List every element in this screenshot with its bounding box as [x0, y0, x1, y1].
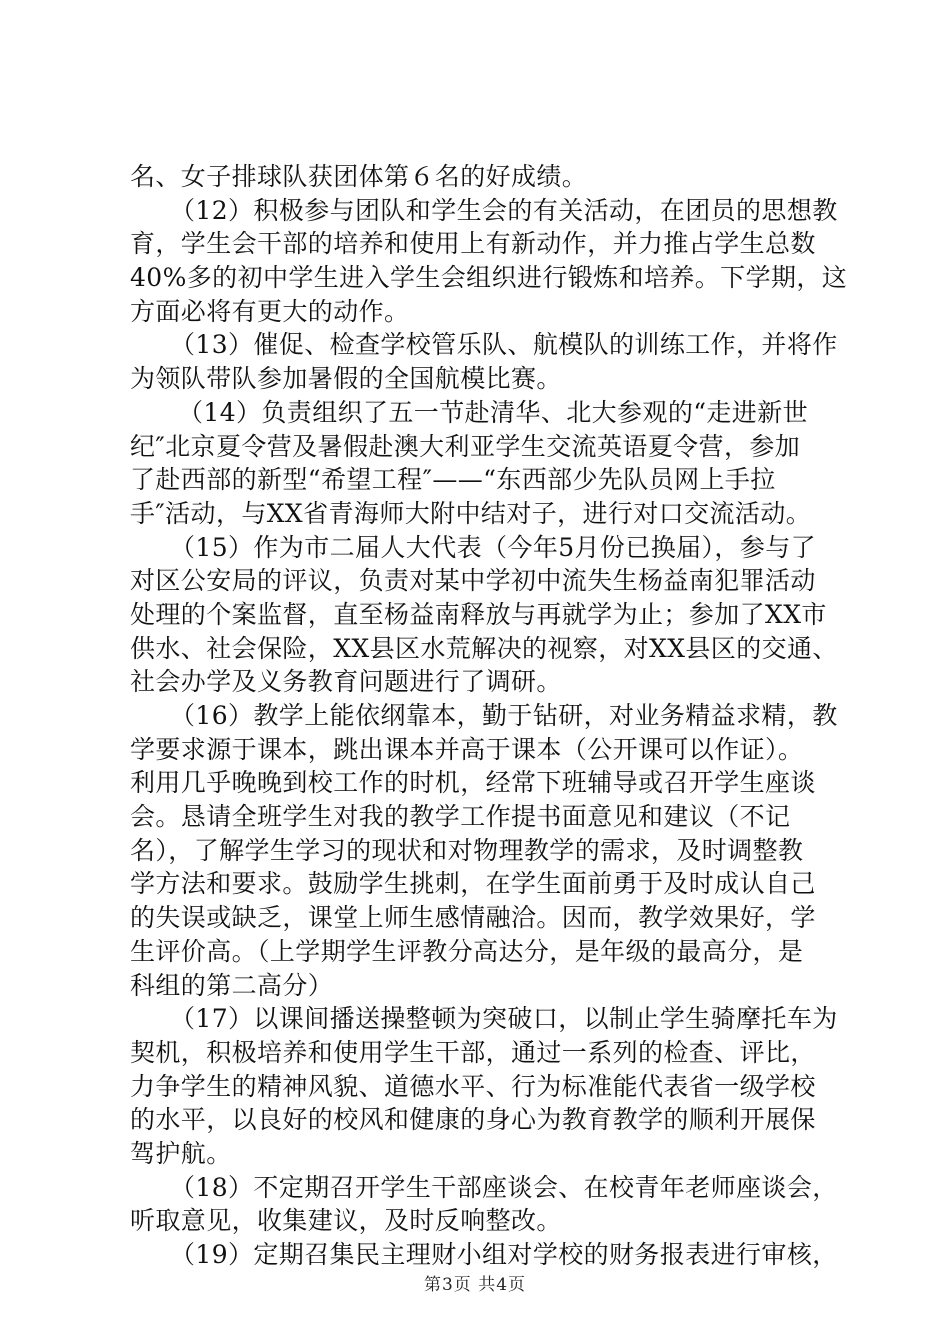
text-line: 对区公安局的评议，负责对某中学初中流失生杨益南犯罪活动 — [130, 566, 816, 596]
text-line: 学要求源于课本，跳出课本并高于课本（公开课可以作证）。 — [130, 734, 804, 764]
text-line: （16）教学上能依纲靠本，勤于钻研，对业务精益求精，教 — [170, 701, 838, 730]
text-line: 的水平，以良好的校风和健康的身心为教育教学的顺利开展保 — [130, 1105, 816, 1135]
text-line: 力争学生的精神风貌、道德水平、行为标准能代表省一级学校 — [130, 1071, 816, 1101]
text-line: 生评价高。（上学期学生评教分高达分，是年级的最高分，是 — [130, 936, 804, 966]
text-line: 方面必将有更大的动作。 — [130, 296, 410, 326]
text-line: 会。恳请全班学生对我的教学工作提书面意见和建议（不记 — [130, 802, 791, 832]
text-line: （19）定期召集民主理财小组对学校的财务报表进行审核， — [170, 1240, 838, 1269]
text-line: 手″活动，与XX省青海师大附中结对子，进行对口交流活动。 — [130, 498, 812, 528]
text-line: 听取意见，收集建议，及时反响整改。 — [130, 1206, 562, 1236]
text-line: 的失误或缺乏，课堂上师生感情融洽。因而，教学效果好，学 — [130, 903, 816, 933]
text-line: 处理的个案监督，直至杨益南释放与再就学为止；参加了XX市 — [130, 599, 827, 629]
text-line: （12）积极参与团队和学生会的有关活动，在团员的思想教 — [170, 195, 838, 225]
text-line: 名、女子排球队获团体第６名的好成绩。 — [130, 162, 588, 191]
text-line: 为领队带队参加暑假的全国航模比赛。 — [130, 364, 562, 394]
text-line: 学方法和要求。鼓励学生挑刺，在学生面前勇于及时成认自己 — [130, 869, 816, 899]
text-line: 契机，积极培养和使用学生干部，通过一系列的检查、评比， — [130, 1037, 816, 1067]
text-line: 利用几乎晚晚到校工作的时机，经常下班辅导或召开学生座谈 — [130, 768, 816, 798]
text-line: 育，学生会干部的培养和使用上有新动作，并力推占学生总数 — [130, 229, 816, 259]
text-line: 纪″北京夏令营及暑假赴澳大利亚学生交流英语夏令营，参加 — [130, 431, 801, 461]
text-line: （14）负责组织了五一节赴清华、北大参观的“走进新世 — [178, 397, 808, 427]
text-line: （17）以课间播送操整顿为突破口，以制止学生骑摩托车为 — [170, 1004, 838, 1034]
document-body — [130, 160, 848, 1272]
text-line: 了赴西部的新型“希望工程″——“东西部少先队员网上手拉 — [130, 465, 776, 495]
text-line: （18）不定期召开学生干部座谈会、在校青年老师座谈会， — [170, 1172, 838, 1202]
text-line: 40%多的初中学生进入学生会组织进行锻炼和培养。下学期，这 — [130, 263, 848, 293]
page-footer: 第3页 共4页 — [423, 1275, 527, 1295]
text-line: 社会办学及义务教育问题进行了调研。 — [130, 667, 562, 697]
text-line: （15）作为市二届人大代表（今年5月份已换届），参与了 — [170, 532, 817, 562]
text-line: （13）催促、检查学校管乐队、航模队的训练工作，并将作 — [170, 330, 838, 360]
text-line: 名），了解学生学习的现状和对物理教学的需求，及时调整教 — [130, 835, 804, 865]
text-line: 科组的第二高分） — [130, 970, 334, 1000]
text-line: 供水、社会保险，XX县区水荒解决的视察，对XX县区的交通、 — [130, 633, 838, 663]
text-line: 驾护航。 — [130, 1138, 232, 1168]
